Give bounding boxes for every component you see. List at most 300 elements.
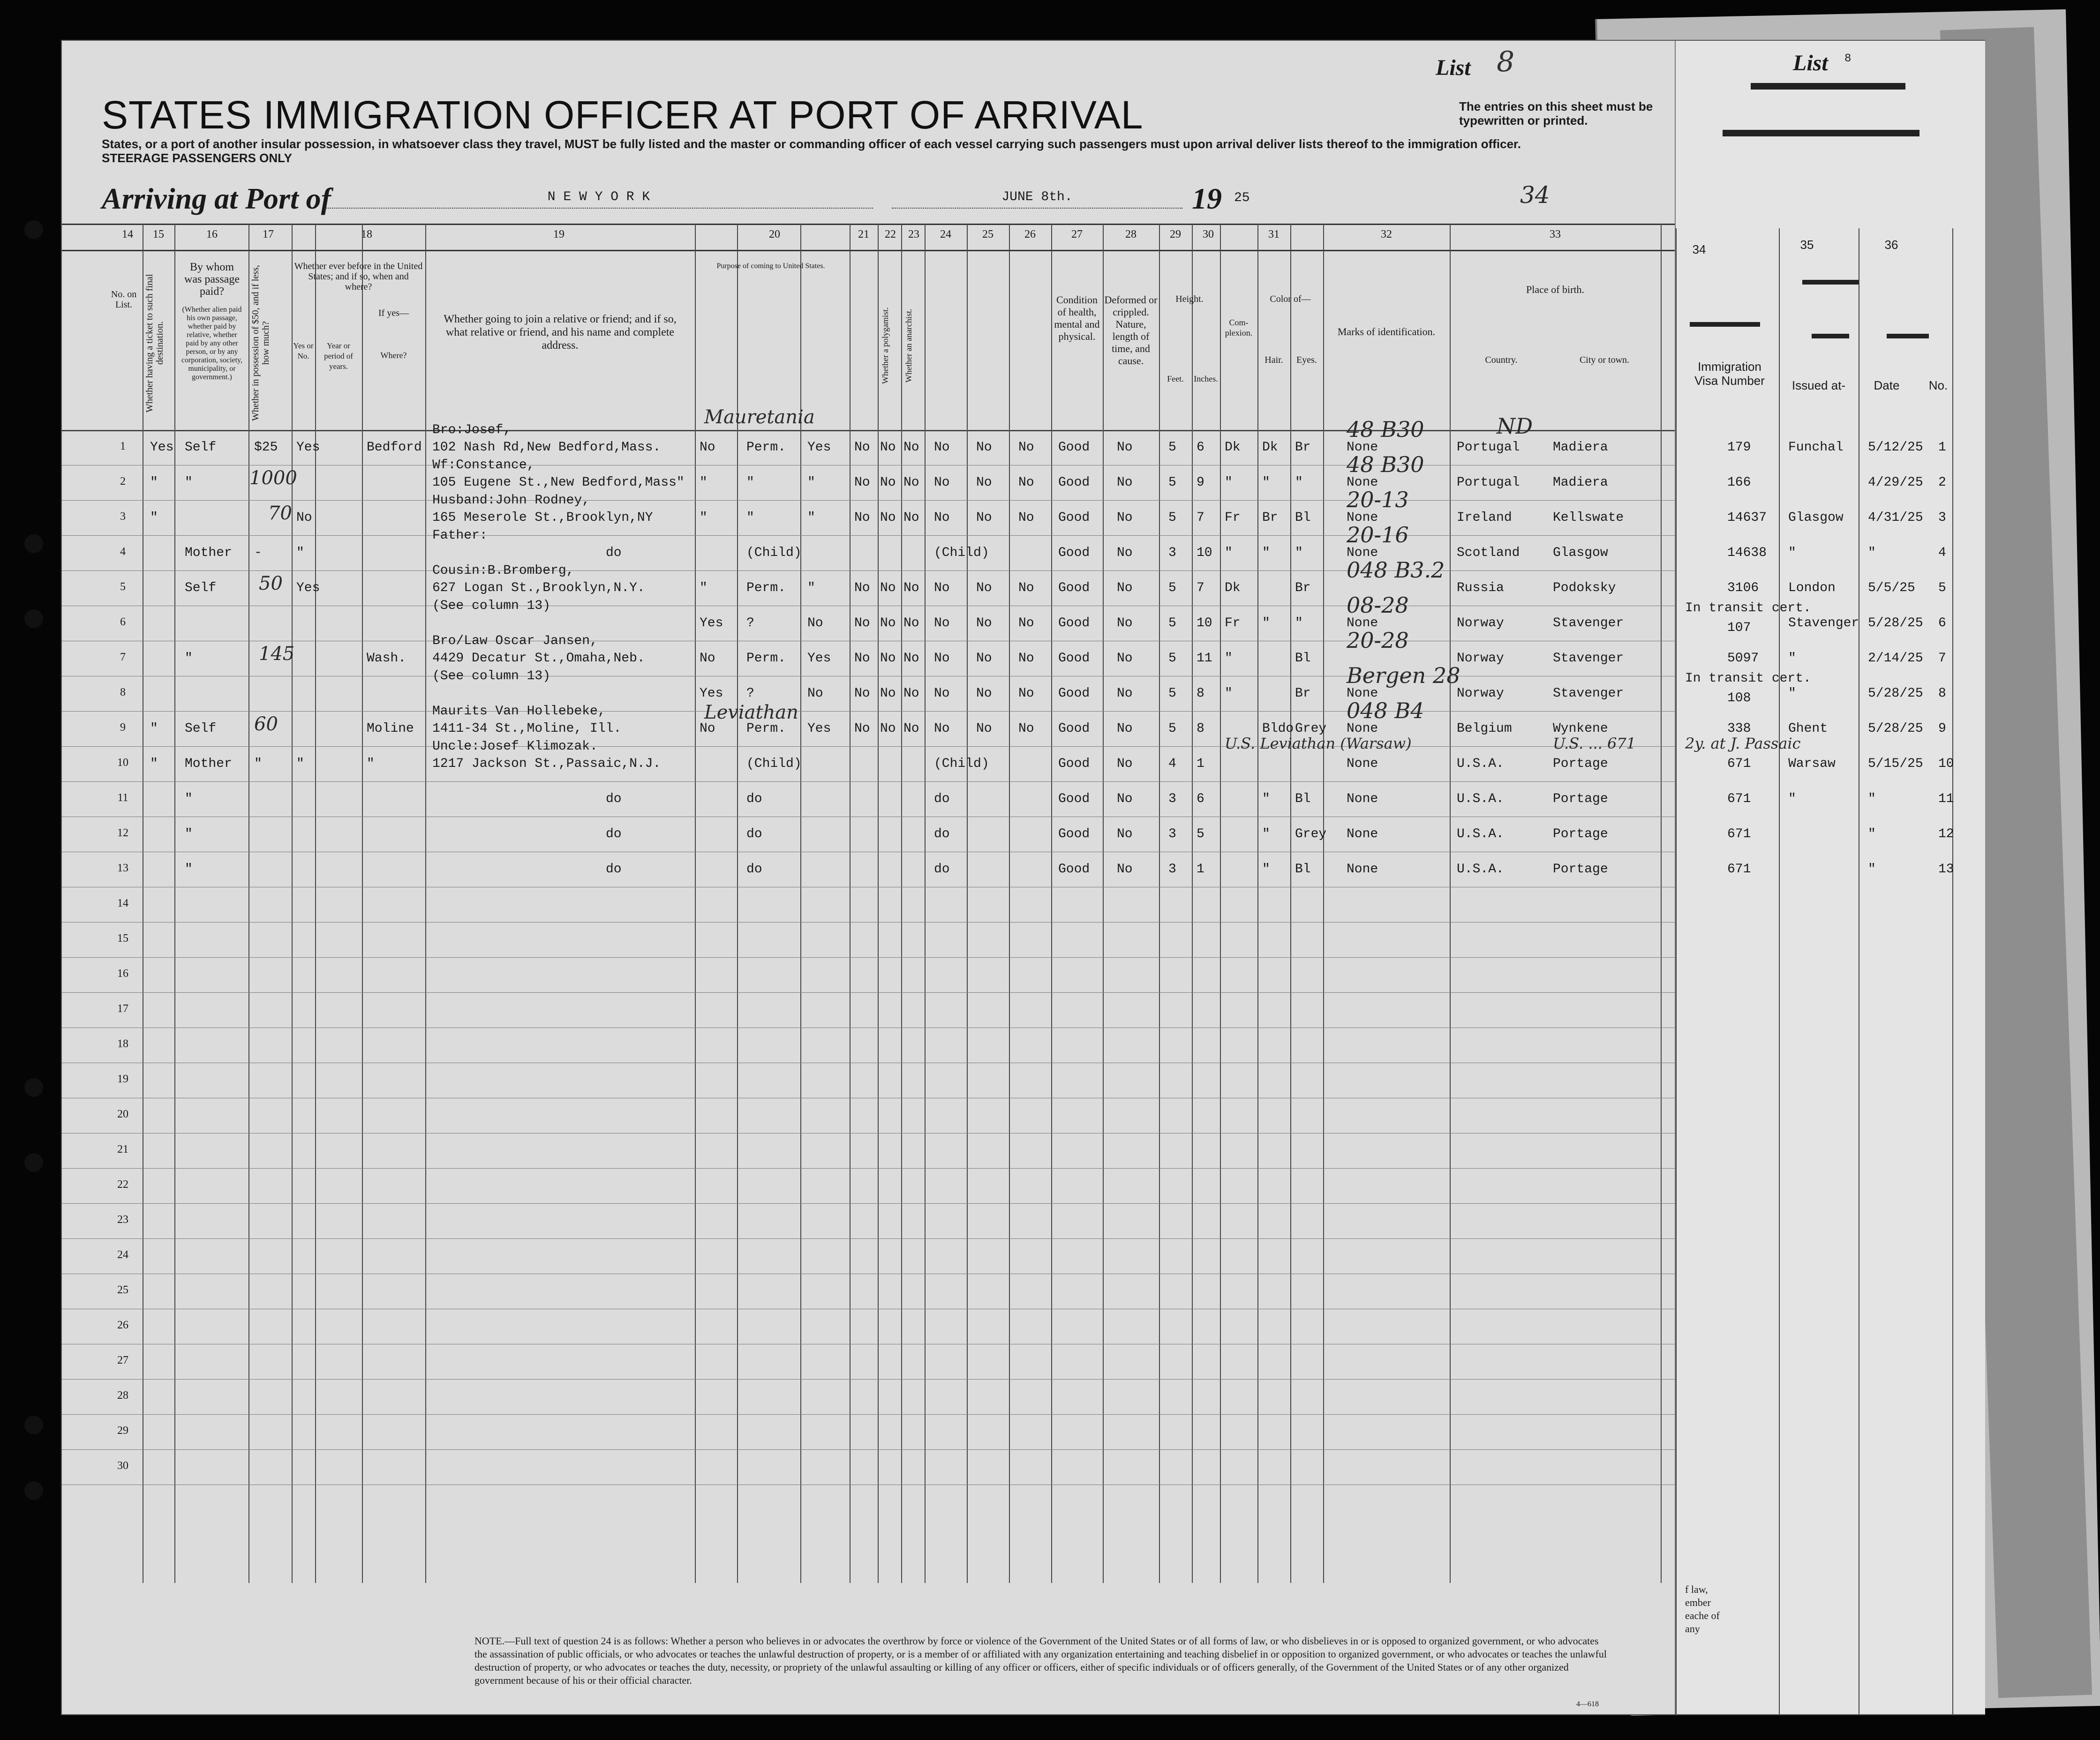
cell-comp: Fr [1225,616,1241,630]
relative-name: Wf:Constance, [432,458,535,472]
cell-ft: 3 [1168,862,1176,877]
punch-hole [24,220,43,239]
cell-deformed: No [1117,510,1133,525]
row-number: 7 [120,651,126,663]
handwritten-mark: 048 B4 [1347,698,1424,723]
col-number: 20 [769,228,780,240]
cell-p2: " [746,475,754,490]
cell-money: $25 [254,440,278,455]
row-number: 21 [117,1143,128,1155]
row-number: 9 [120,721,126,734]
cell-city: Portage [1553,792,1608,806]
cell-p3: No [807,616,823,630]
cell-city: Wynkene [1553,721,1608,736]
row-rule [62,1414,1675,1415]
cell-country: Scotland [1457,546,1520,560]
cell-c24: No [934,581,950,595]
visa-no: 6 [1938,616,1946,630]
cell-deformed: No [1117,546,1133,560]
cell-eyes: Br [1295,686,1311,701]
punch-hole [24,1153,43,1172]
cell-before: No [296,510,312,525]
header-place-birth: Place of birth. [1526,284,1585,295]
punch-hole [24,1078,43,1097]
cell-p2: Perm. [746,581,786,595]
cell-comp: " [1225,686,1233,701]
cell-paid: " [185,475,193,490]
visa-number-header: Immigration Visa Number [1694,360,1765,388]
list-label: List [1436,55,1471,80]
cell-hair: " [1262,862,1270,877]
visa-date: 4/31/25 [1868,510,1923,525]
cell-health: Good [1058,440,1090,455]
cell-c21: No [854,581,870,595]
visa-date: 5/28/25 [1868,616,1923,630]
row-number: 5 [120,581,126,593]
cell-where: " [367,757,375,771]
cell-city: Podoksky [1553,581,1616,595]
cell-c24: No [934,510,950,525]
cell-city: Madiera [1553,475,1608,490]
header-feet: Feet. [1167,374,1184,383]
row-number: 2 [120,475,126,488]
cell-marks: None [1347,546,1378,560]
cell-c25: No [976,651,992,666]
visa-date: " [1868,862,1876,877]
cell-ticket: " [150,721,158,736]
cell-eyes: " [1295,475,1303,490]
col-36-number: 36 [1884,238,1898,252]
row-rule [62,535,1675,536]
col-number: 26 [1024,228,1036,240]
date-header: Date [1874,378,1900,392]
cell-c23: No [903,651,919,666]
cell-country: Ireland [1457,510,1512,525]
cell-c21: No [854,721,870,736]
punch-hole [24,534,43,553]
header-deformed: Deformed or crippled. Nature, length of time, and cause. [1104,294,1158,367]
struck-text [1723,130,1919,136]
cell-eyes: Bl [1295,510,1311,525]
cell-p2: (Child) [746,546,802,560]
cell-city: Portage [1553,827,1608,841]
cell-c24: (Child) [934,757,989,771]
cell-hair: Dk [1262,440,1278,455]
issued-at: " [1788,651,1796,666]
cell-eyes: Bl [1295,862,1311,877]
handwritten-mark: 048 B3.2 [1347,557,1445,583]
cell-p2: Perm. [746,721,786,736]
cell-marks: None [1347,510,1378,525]
cell-country: U.S.A. [1457,792,1504,806]
cell-c24: No [934,475,950,490]
cell-c26: No [1018,510,1034,525]
cell-p2: do [746,827,762,841]
cell-ft: 3 [1168,792,1176,806]
cell-c24: No [934,686,950,701]
issued-at: " [1788,792,1796,806]
struck-text [1751,83,1905,90]
punch-hole [24,1481,43,1500]
cell-health: Good [1058,862,1090,877]
cell-p2: Perm. [746,651,786,666]
cell-ft: 5 [1168,581,1176,595]
row-rule [62,711,1675,712]
cell-c22: No [880,510,896,525]
cell-money: " [254,757,262,771]
cell-p2: do [746,792,762,806]
cell-health: Good [1058,792,1090,806]
cell-country: U.S.A. [1457,827,1504,841]
row-number: 16 [117,968,128,980]
row-number: 6 [120,616,126,628]
relative-address: 1411-34 St.,Moline, Ill. [432,721,622,736]
cell-marks: None [1347,721,1378,736]
steerage-label: STEERAGE PASSENGERS ONLY [102,151,292,165]
edge-text-fragment: f law, ember eache of any [1685,1583,1720,1635]
relative-name: Father: [432,528,488,543]
instructions-text: States, or a port of another insular possession, in whatsoever class they travel, MUST be fully listed and the master or commanding officer of each vessel carrying such passengers must upon arrival deliver lists thereof to the immigration officer. STEERAGE PASSENGERS ONLY [102,137,1521,165]
visa-date: 2/14/25 [1868,651,1923,666]
handwritten-ship-name: Leviathan [704,702,798,723]
header-yes-no: Yes or No. [293,341,314,360]
col-number: 17 [263,228,274,240]
row-number: 25 [117,1284,128,1296]
col-number: 25 [982,228,994,240]
col-number: 21 [858,228,869,240]
header-paid-by: By whom was passage paid? [184,261,240,298]
visa-no: 3 [1938,510,1946,525]
visa-number: 671 [1727,757,1751,771]
row-number: 11 [117,792,128,804]
cell-eyes: Grey [1295,827,1327,841]
visa-no: 2 [1938,475,1946,490]
col-number: 27 [1071,228,1083,240]
colnum-rule [62,250,1675,251]
relative-name: Bro/Law Oscar Jansen, [432,634,598,648]
cell-comp: Dk [1225,581,1241,595]
header-paid-by-sub: (Whether alien paid his own passage, whether paid by relative, whether paid by any other person, or by any corporation, society, municipality, or government.) [181,306,243,381]
manifest-sheet [61,40,1985,1715]
issued-at-header: Issued at- [1791,378,1846,392]
row-number: 19 [117,1073,128,1085]
issued-at: Warsaw [1788,757,1836,771]
cell-comp: Dk [1225,440,1241,455]
visa-number: 671 [1727,792,1751,806]
cell-health: Good [1058,616,1090,630]
cell-where: Bedford [367,440,422,455]
col-34-number: 34 [1692,242,1706,256]
row-rule [62,1449,1675,1450]
cell-p2: (Child) [746,757,802,771]
cell-c24: No [934,721,950,736]
col-number: 16 [206,228,218,240]
cell-deformed: No [1117,686,1133,701]
visa-number: 14638 [1727,546,1767,560]
visa-number: 108 [1727,691,1751,705]
header-year-period: Year or period of years. [324,341,353,371]
relative-name: Cousin:B.Bromberg, [432,563,574,578]
cell-in: 5 [1197,827,1204,841]
visa-no: 13 [1938,862,1954,877]
year-prefix: 19 [1192,182,1222,215]
cell-p1: " [700,510,708,525]
list-number-right: 8 [1844,52,1852,65]
visa-number: 166 [1727,475,1751,490]
header-before-us: Whether ever before in the United States; and if so, when and where? [294,261,423,292]
punch-hole [24,609,43,628]
row-number: 8 [120,686,126,698]
cell-c26: No [1018,721,1034,736]
cell-c23: No [903,581,919,595]
col-35-number: 35 [1800,238,1814,252]
cell-c21: No [854,475,870,490]
cell-country: U.S.A. [1457,862,1504,877]
cell-c26: No [1018,686,1034,701]
cell-p2: " [746,510,754,525]
row-number: 23 [117,1214,128,1226]
cell-c22: No [880,440,896,455]
visa-transit-note: In transit cert. [1685,601,1811,615]
cell-ticket: " [150,757,158,771]
col-number: 14 [122,228,133,240]
cell-c24: No [934,440,950,455]
cell-health: Good [1058,546,1090,560]
cell-in: 10 [1197,616,1212,630]
relative-name: Uncle:Josef Klimozak. [432,739,598,754]
relative-ditto: do [606,827,622,841]
cell-p3: " [807,475,815,490]
col-number: 15 [153,228,164,240]
col-number: 29 [1170,228,1181,240]
cell-p2: do [746,862,762,877]
cell-in: 9 [1197,475,1204,490]
row-rule [62,957,1675,958]
visa-date: 5/15/25 [1868,757,1923,771]
cell-paid: Self [185,721,217,736]
cell-health: Good [1058,686,1090,701]
cell-marks: None [1347,827,1378,841]
cell-city: Stavenger [1553,686,1624,701]
cell-p1: " [700,475,708,490]
form-id: 4—618 [1576,1700,1599,1708]
row-rule [62,1203,1675,1204]
header-if-yes: If yes— [378,308,409,318]
cell-comp: " [1225,475,1233,490]
entries-note: The entries on this sheet must be typewritten or printed. [1459,99,1653,128]
cell-health: Good [1058,475,1090,490]
header-relative: Whether going to join a relative or friend; and if so, what relative or friend, and his name and complete address. [444,313,677,352]
cell-hair: " [1262,827,1270,841]
cell-c21: No [854,440,870,455]
cell-eyes: Grey [1295,721,1327,736]
row-number: 10 [117,757,128,769]
cell-ticket: " [150,475,158,490]
cell-c23: No [903,721,919,736]
list-label-right: List [1793,51,1828,75]
handwritten-note: U.S. ... 671 [1553,735,1636,752]
handwritten-amount: 50 [259,573,283,594]
header-where: Where? [380,351,407,360]
page-number-handwritten: 34 [1520,181,1550,209]
cell-c24: do [934,792,950,806]
cell-comp: Fr [1225,510,1241,525]
cell-eyes: " [1295,616,1303,630]
col-number: 22 [885,228,896,240]
cell-city: Stavenger [1553,616,1624,630]
col-number: 24 [940,228,951,240]
row-number: 28 [117,1389,128,1402]
cell-c25: No [976,440,992,455]
header-possession: Whether in possession of $50, and if less, how much? [250,265,271,421]
cell-hair: " [1262,475,1270,490]
cell-c22: No [880,475,896,490]
visa-date: 5/5/25 [1868,581,1915,595]
cell-eyes: Bl [1295,792,1311,806]
row-number: 20 [117,1108,128,1120]
issued-at: Funchal [1788,440,1844,455]
visa-section [1675,41,1985,1714]
col-number: 32 [1381,228,1392,240]
cell-deformed: No [1117,581,1133,595]
visa-date: " [1868,827,1876,841]
cell-deformed: No [1117,862,1133,877]
cell-deformed: No [1117,721,1133,736]
cell-c24: (Child) [934,546,989,560]
handwritten-ship-name: Mauretania [704,406,815,428]
header-condition: Condition of health, mental and physical. [1054,294,1100,342]
header-no-on-list: No. on List. [111,289,137,310]
handwritten-note: 2y. at J. Passaic [1685,735,1801,752]
relative-address: 4429 Decatur St.,Omaha,Neb. [432,651,645,666]
cell-hair: " [1262,792,1270,806]
handwritten-mark: Bergen 28 [1347,663,1460,688]
cell-country: Portugal [1457,475,1520,490]
cell-p3: Yes [807,721,831,736]
cell-c23: No [903,686,919,701]
row-rule [62,1238,1675,1239]
col-number: 28 [1125,228,1137,240]
issued-at: London [1788,581,1836,595]
row-rule [62,781,1675,782]
cell-deformed: No [1117,475,1133,490]
cell-ticket: Yes [150,440,174,455]
row-number: 29 [117,1425,128,1437]
visa-number: 179 [1727,440,1751,455]
cell-eyes: Bl [1295,651,1311,666]
handwritten-mark: 08-28 [1347,592,1409,618]
header-hair: Hair. [1265,355,1283,365]
port-field: N E W Y O R K [324,190,873,209]
cell-before: " [296,757,304,771]
cell-p2: ? [746,616,754,630]
header-anarchist: Whether an anarchist. [904,308,913,382]
header-height: Height. [1175,294,1204,304]
relative-name: (See column 13) [432,599,551,613]
cell-comp: " [1225,651,1233,666]
cell-p2: ? [746,686,754,701]
handwritten-amount: 145 [259,643,295,665]
cell-c25: No [976,475,992,490]
cell-ft: 5 [1168,721,1176,736]
visa-no: 7 [1938,651,1946,666]
row-number: 17 [117,1003,128,1015]
cell-p3: Yes [807,651,831,666]
cell-ticket: " [150,510,158,525]
cell-c26: No [1018,581,1034,595]
issued-at: Stavenger [1788,616,1859,630]
issued-at: Glasgow [1788,510,1844,525]
relative-ditto: do [606,546,622,560]
cell-deformed: No [1117,616,1133,630]
visa-number: 671 [1727,827,1751,841]
header-inches: Inches. [1194,374,1218,383]
cell-country: Norway [1457,686,1504,701]
relative-address: 105 Eugene St.,New Bedford,Mass" [432,475,685,490]
cell-c21: No [854,686,870,701]
col-number: 18 [361,228,372,240]
cell-paid: Mother [185,757,232,771]
header-purpose: Purpose of coming to United States. [716,262,825,270]
cell-c24: No [934,651,950,666]
cell-p3: " [807,581,815,595]
cell-c25: No [976,581,992,595]
cell-p1: No [700,651,715,666]
relative-name: Bro:Josef, [432,423,512,437]
cell-in: 6 [1197,440,1204,455]
cell-marks: None [1347,686,1378,701]
cell-health: Good [1058,757,1090,771]
visa-date: 5/12/25 [1868,440,1923,455]
cell-in: 11 [1197,651,1212,666]
row-number: 22 [117,1178,128,1191]
cell-c22: No [880,686,896,701]
no-header: No. [1928,378,1948,392]
cell-p1: No [700,721,715,736]
cell-c25: No [976,616,992,630]
cell-p1: " [700,581,708,595]
cell-before: " [296,546,304,560]
relative-name: Maurits Van Hollebeke, [432,704,606,719]
cell-hair: Br [1262,510,1278,525]
cell-health: Good [1058,827,1090,841]
cell-in: 1 [1197,757,1204,771]
row-number: 15 [117,932,128,945]
cell-c24: do [934,862,950,877]
cell-ft: 5 [1168,686,1176,701]
cell-city: Portage [1553,862,1608,877]
cell-c21: No [854,616,870,630]
cell-country: Russia [1457,581,1504,595]
punch-hole [24,1416,43,1434]
handwritten-amount: 60 [254,713,278,735]
relative-address: 627 Logan St.,Brooklyn,N.Y. [432,581,645,595]
cell-c23: No [903,616,919,630]
arriving-label: Arriving at Port of [102,182,331,215]
row-rule [62,746,1675,747]
row-number: 4 [120,546,126,558]
cell-hair: " [1262,546,1270,560]
col-number: 19 [553,228,565,240]
cell-in: 1 [1197,862,1204,877]
cell-eyes: Br [1295,440,1311,455]
cell-c24: do [934,827,950,841]
cell-country: U.S.A. [1457,757,1504,771]
cell-p1: Yes [700,616,723,630]
visa-no: 12 [1938,827,1954,841]
row-rule [62,500,1675,501]
handwritten-note: U.S. Leviathan (Warsaw) [1225,735,1412,752]
